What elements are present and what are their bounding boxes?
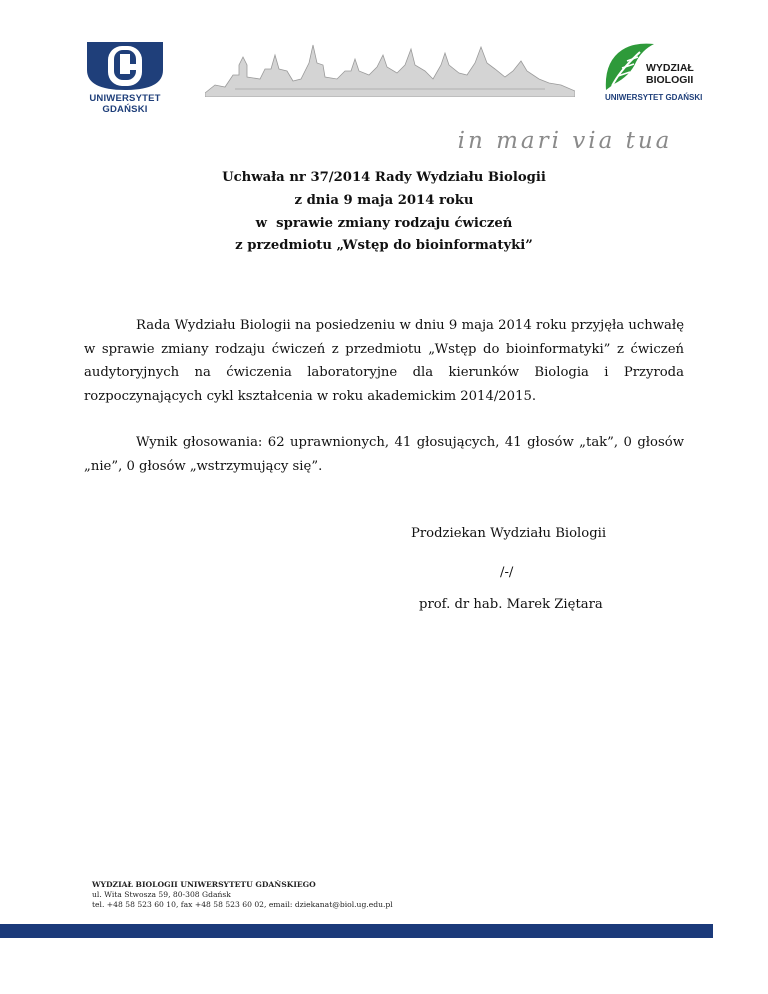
resolution-paragraph: Rada Wydziału Biologii na posiedzeniu w dniu 9 maja 2014 roku przyjęła uchwałę w sprawie zmiany rodzaju ćwiczeń z przedmiotu „Wstęp do bioinformatyki” z ćwiczeń audytoryjnych na ćwiczenia laboratoryjne dla kierunków Biologia i Przyroda rozpoczynających cykl kształcenia w roku akademickim 2014/2015. [84,318,684,404]
title-line-1: Uchwała nr 37/2014 Rady Wydziału Biologii [222,170,546,185]
resolution-title [84,167,684,258]
resolution-body [84,314,684,479]
skyline-icon [205,35,575,97]
university-name: UNIWERSYTET GDAŃSKI [89,93,161,115]
title-line-3: w sprawie zmiany rodzaju ćwiczeń [255,215,513,231]
title-line-4: z przedmiotu „Wstęp do bioinformatyki” [235,238,533,254]
signatory-name: prof. dr hab. Marek Ziętara [419,597,603,612]
latin-motto: in mari via tua [457,128,673,154]
university-logo [70,40,180,115]
footer [92,880,652,910]
faculty-university-name: UNIWERSYTET GDAŃSKI [605,93,703,102]
signatory-role: Prodziekan Wydziału Biologii [411,526,607,541]
voting-result-paragraph: Wynik głosowania: 62 uprawnionych, 41 głosujących, 41 głosów „tak”, 0 głosów „nie”, 0 głosów „wstrzymujący się”. [84,435,684,474]
title-line-2: z dnia 9 maja 2014 roku [294,192,474,208]
footer-bar [0,924,713,938]
footer-contact: tel. +48 58 523 60 10, fax +48 58 523 60 02, email: dziekanat@biol.ug.edu.pl [92,900,393,909]
faculty-logo [600,40,710,110]
university-emblem-icon [70,40,180,92]
faculty-name: WYDZIAŁ BIOLOGII [646,62,694,86]
signature-mark: /-/ [500,565,514,580]
footer-address: ul. Wita Stwosza 59, 80-308 Gdańsk [92,890,231,899]
footer-organization: WYDZIAŁ BIOLOGII UNIWERSYTETU GDAŃSKIEGO [92,880,316,889]
